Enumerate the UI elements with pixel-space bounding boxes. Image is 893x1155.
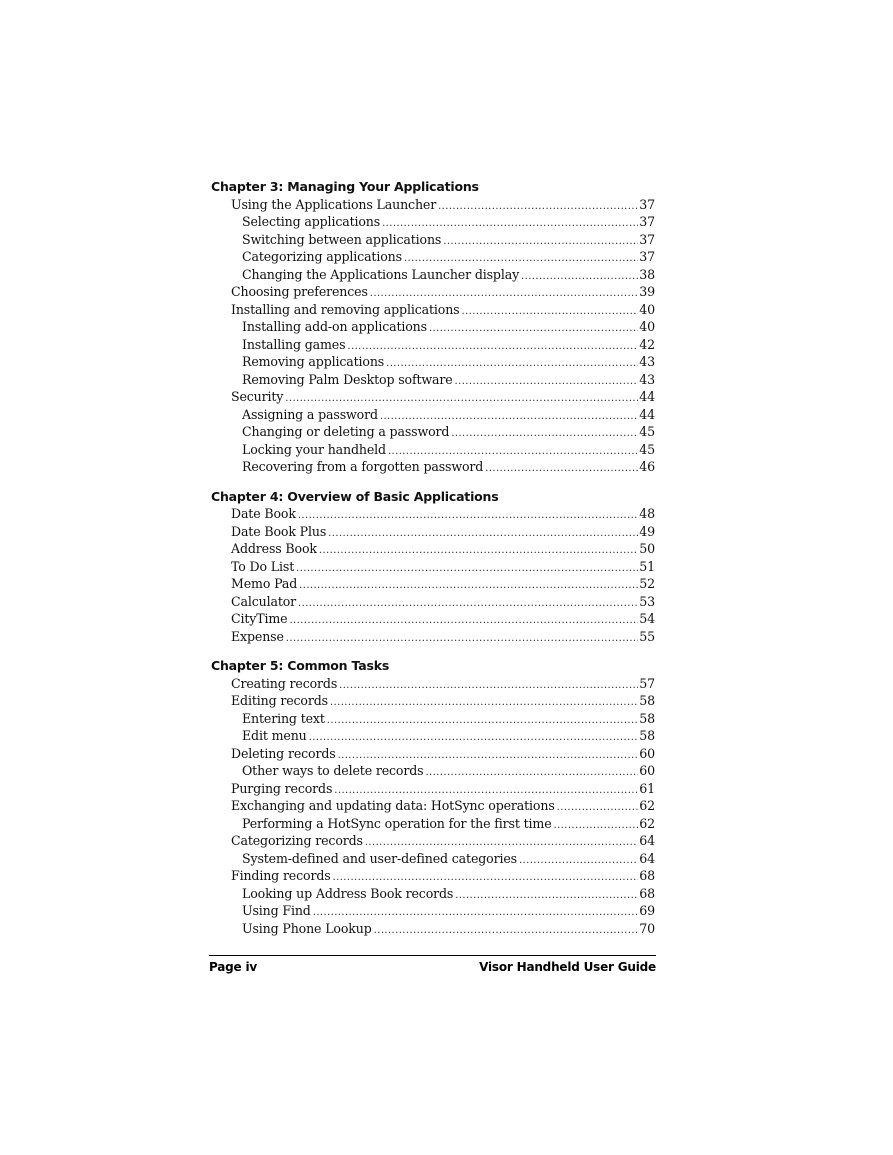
toc-entry[interactable] [211, 523, 655, 541]
entry-page-number: 44 [639, 406, 655, 422]
toc-subentry[interactable] [211, 423, 655, 441]
entry-title: To Do List [231, 558, 295, 574]
entry-page-number: 44 [639, 389, 655, 404]
entry-page-number: 64 [639, 850, 655, 866]
toc-entry[interactable] [211, 867, 655, 885]
toc-entry[interactable] [211, 745, 655, 763]
toc-subentry[interactable] [211, 885, 655, 903]
entry-title: Installing and removing applications [231, 301, 460, 317]
toc-subentry[interactable] [211, 266, 655, 284]
toc-entry[interactable] [211, 628, 655, 646]
entry-title: Using the Applications Launcher [231, 196, 437, 212]
entry-page-number: 69 [639, 903, 655, 918]
toc-subentry[interactable] [211, 336, 655, 354]
toc-subentry[interactable] [211, 458, 655, 476]
toc-entry[interactable] [211, 505, 655, 523]
entry-page-number: 37 [639, 249, 655, 264]
entry-page-number: 54 [639, 611, 655, 626]
chapter-heading: Chapter 5: Common Tasks [211, 658, 390, 673]
toc-entry[interactable] [211, 675, 655, 693]
entry-title: Calculator [231, 593, 297, 609]
entry-title: Using Find [242, 903, 311, 918]
entry-title: Memo Pad [231, 576, 298, 591]
entry-title: Changing or deleting a password [242, 424, 450, 439]
entry-page-number: 60 [639, 745, 655, 761]
entry-page-number: 49 [639, 523, 655, 539]
entry-page-number: 55 [639, 628, 655, 644]
entry-page-number: 64 [639, 833, 655, 848]
toc-entry[interactable] [211, 540, 655, 558]
dot-leader [286, 628, 638, 648]
entry-title: Installing games [242, 336, 346, 352]
entry-page-number: 52 [639, 576, 655, 591]
entry-title: Date Book Plus [231, 523, 327, 539]
entry-page-number: 57 [639, 675, 655, 691]
entry-title: Changing the Applications Launcher display [242, 266, 520, 282]
toc-subentry[interactable] [211, 710, 655, 728]
toc-entry[interactable] [211, 301, 655, 319]
entry-page-number: 58 [639, 693, 655, 708]
table-of-contents [211, 178, 655, 949]
entry-page-number: 48 [639, 506, 655, 521]
toc-subentry[interactable] [211, 318, 655, 336]
entry-page-number: 45 [639, 441, 655, 457]
entry-title: Choosing preferences [231, 284, 368, 299]
entry-page-number: 37 [639, 214, 655, 229]
toc-entry[interactable] [211, 196, 655, 214]
entry-title: System-defined and user-defined categories [242, 850, 517, 866]
toc-subentry[interactable] [211, 248, 655, 266]
page-footer [209, 955, 656, 974]
entry-page-number: 45 [639, 424, 655, 439]
entry-page-number: 68 [639, 885, 655, 901]
toc-entry[interactable] [211, 832, 655, 850]
toc-subentry[interactable] [211, 815, 655, 833]
toc-subentry[interactable] [211, 371, 655, 389]
entry-page-number: 43 [639, 371, 655, 387]
toc-subentry[interactable] [211, 353, 655, 371]
entry-page-number: 68 [639, 868, 655, 883]
entry-page-number: 43 [639, 354, 655, 369]
entry-title: Categorizing applications [242, 249, 402, 264]
entry-page-number: 60 [639, 763, 655, 778]
entry-page-number: 37 [639, 231, 655, 247]
toc-entry[interactable] [211, 797, 655, 815]
entry-title: Editing records [231, 693, 328, 708]
toc-subentry[interactable] [211, 213, 655, 231]
entry-title: Deleting records [231, 745, 336, 761]
entry-title: Purging records [231, 780, 333, 796]
entry-title: Recovering from a forgotten password [242, 459, 484, 474]
toc-entry[interactable] [211, 610, 655, 628]
toc-entry[interactable] [211, 780, 655, 798]
entry-page-number: 39 [639, 284, 655, 299]
entry-title: Entering text [242, 710, 325, 726]
entry-page-number: 42 [639, 336, 655, 352]
chapter-heading: Chapter 4: Overview of Basic Applications [211, 488, 499, 504]
toc-subentry[interactable] [211, 727, 655, 745]
toc-chapters [211, 178, 655, 937]
entry-title: Looking up Address Book records [242, 885, 454, 901]
entry-title: Address Book [231, 541, 317, 556]
entry-page-number: 58 [639, 728, 655, 743]
entry-title: Performing a HotSync operation for the first time [242, 815, 552, 831]
toc-chapter [211, 657, 655, 937]
entry-title: Removing applications [242, 354, 385, 369]
entry-title: Selecting applications [242, 214, 381, 229]
entry-page-number: 58 [639, 710, 655, 726]
toc-entry[interactable] [211, 558, 655, 576]
entry-title: Creating records [231, 675, 338, 691]
entry-title: Categorizing records [231, 833, 363, 848]
entry-title: Removing Palm Desktop software [242, 371, 453, 387]
entry-title: Expense [231, 628, 284, 644]
toc-subentry[interactable] [211, 231, 655, 249]
entry-title: Date Book [231, 506, 296, 521]
toc-entry[interactable] [211, 388, 655, 406]
toc-subentry[interactable] [211, 850, 655, 868]
toc-subentry[interactable] [211, 406, 655, 424]
entry-page-number: 38 [639, 266, 655, 282]
entry-page-number: 37 [639, 196, 655, 212]
toc-chapter [211, 488, 655, 646]
entry-title: Locking your handheld [242, 441, 386, 457]
entry-title: Using Phone Lookup [242, 920, 372, 936]
toc-chapter [211, 178, 655, 476]
entry-page-number: 62 [639, 815, 655, 831]
toc-subentry[interactable] [211, 902, 655, 920]
chapter-heading: Chapter 3: Managing Your Applications [211, 179, 479, 194]
footer-book-title: Visor Handheld User Guide [479, 960, 656, 974]
entry-page-number: 62 [639, 798, 655, 813]
entry-page-number: 46 [639, 459, 655, 474]
entry-title: Edit menu [242, 728, 307, 743]
entry-title: Other ways to delete records [242, 763, 424, 778]
entry-page-number: 61 [639, 780, 655, 796]
entry-title: Exchanging and updating data: HotSync operations [231, 798, 555, 813]
toc-subentry[interactable] [211, 441, 655, 459]
entry-title: Installing add-on applications [242, 319, 427, 334]
entry-title: Assigning a password [242, 406, 378, 422]
dot-leader [374, 920, 639, 940]
toc-entry[interactable] [211, 692, 655, 710]
entry-title: Switching between applications [242, 231, 442, 247]
dot-leader [485, 458, 638, 478]
entry-title: CityTime [231, 611, 288, 626]
entry-title: Security [231, 389, 284, 404]
entry-title: Finding records [231, 868, 331, 883]
footer-page-number: Page iv [209, 960, 258, 974]
entry-page-number: 40 [639, 301, 655, 317]
toc-entry[interactable] [211, 575, 655, 593]
toc-subentry[interactable] [211, 920, 655, 938]
entry-page-number: 70 [639, 920, 655, 936]
entry-page-number: 40 [639, 319, 655, 334]
entry-page-number: 53 [639, 593, 655, 609]
toc-subentry[interactable] [211, 762, 655, 780]
entry-page-number: 50 [639, 541, 655, 556]
toc-entry[interactable] [211, 593, 655, 611]
entry-page-number: 51 [639, 558, 655, 574]
toc-entry[interactable] [211, 283, 655, 301]
